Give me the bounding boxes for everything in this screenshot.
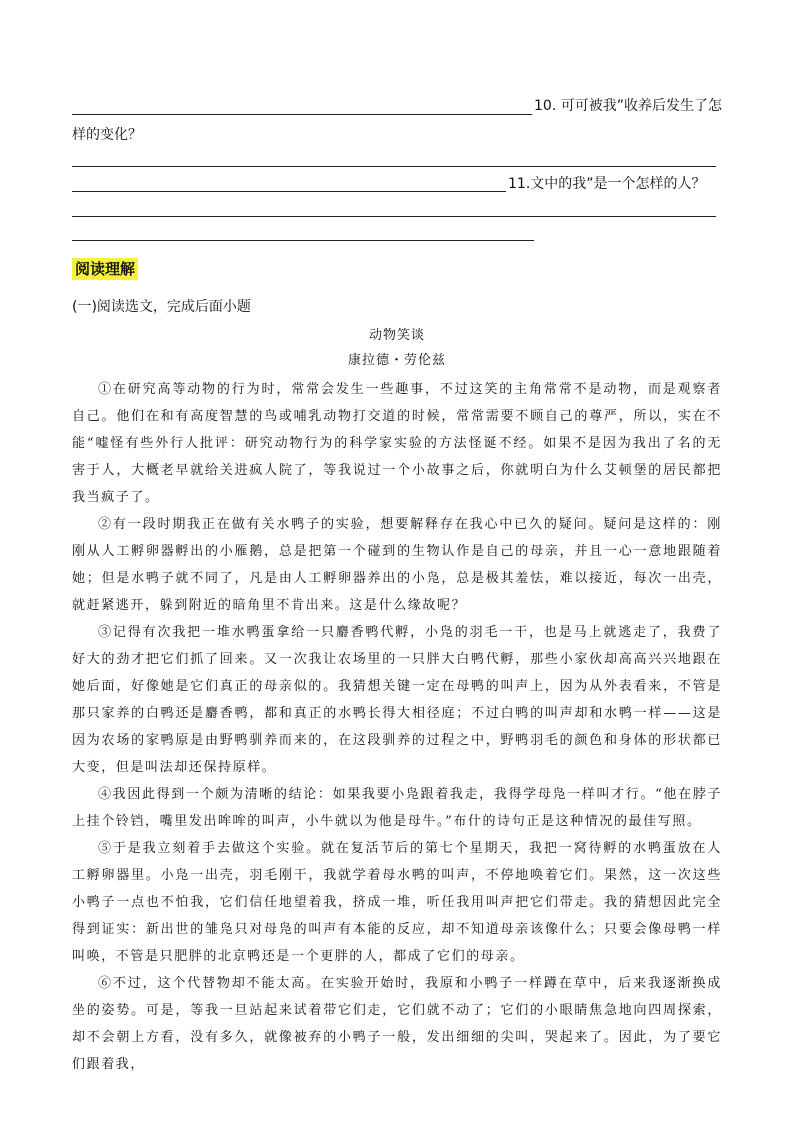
- article-paragraph: ③记得有次我把一堆水鸭蛋拿给一只麝香鸭代孵，小凫的羽毛一干，也是马上就逃走了，我费了好大的劲才把它们抓了回来。又一次我让农场里的一只胖大白鸭代孵，那些小家伙却高高兴兴地跟在她后面，好像她是它们真正的母亲似的。我猜想关键一定在母鸭的叫声上，因为从外表看来，不管是那只家养的白鸭还是麝香鸭，都和真正的水鸭长得大相径庭；不过白鸭的叫声却和水鸭一样——这是因为农场的家鸭原是由野鸭驯养而来的，在这段驯养的过程之中，野鸭羽毛的颜色和身体的形状都已大变，但是叫法却还保持原样。: [72, 625, 722, 775]
- article-paragraph: ④我因此得到一个颇为清晰的结论：如果我要小凫跟着我走，我得学母凫一样叫才行。“他在脖子上挂个铃铛，嘴里发出哞哞的叫声，小牛就以为他是母牛。”布什的诗句正是这种情况的最佳写照。: [72, 787, 722, 829]
- article-paragraph: ②有一段时期我正在做有关水鸭子的实验，想要解释存在我心中已久的疑问。疑问是这样的：刚刚从人工孵卵器孵出的小雁鹅，总是把第一个碰到的生物认作是自己的母亲，并且一心一意地跟随着她；但是水鸭子就不同了，凡是由人工孵卵器养出的小凫，总是极其羞怯，难以接近，每次一出壳，就赶紧逃开，躲到附近的暗角里不肯出来。这是什么缘故呢？: [72, 517, 722, 613]
- question-10-text: 10. 可可被我”收养后发生了怎: [534, 98, 722, 114]
- reading-instruction: (一)阅读选文，完成后面小题: [72, 299, 251, 315]
- question-11-text: 11.文中的我”是一个怎样的人？: [508, 176, 706, 192]
- article-paragraph: ⑥不过，这个代替物却不能太高。在实验开始时，我原和小鸭子一样蹲在草中，后来我逐渐换成坐的姿势。可是，等我一旦站起来试着带它们走，它们就不动了；它们的小眼睛焦急地向四周探索，却不会朝上方看，没有多久，就像被弃的小鸭子一般，发出细细的尖叫，哭起来了。因此，为了要它们跟着我，: [72, 976, 722, 1072]
- question-10-text-continued: 样的变化？: [72, 127, 142, 143]
- article-paragraph: ⑤于是我立刻着手去做这个实验。就在复活节后的第七个星期天，我把一窝待孵的水鸭蛋放在人工孵卵器里。小凫一出壳，羽毛刚干，我就学着母水鸭的叫声，不停地唤着它们。果然，这一次这些小鸭子一点也不怕我，它们信任地望着我，挤成一堆，听任我用叫声把它们带走。我的猜想因此完全得到证实：新出世的雏凫只对母凫的叫声有本能的反应，却不知道母亲该像什么；只要会像母鸭一样叫唤，不管是只肥胖的北京鸭还是一个更胖的人，都成了它们的母亲。: [72, 841, 722, 964]
- answer-line[interactable]: [72, 240, 534, 241]
- answer-line[interactable]: [72, 216, 716, 217]
- answer-line[interactable]: [72, 191, 506, 192]
- article-body: [72, 376, 722, 1078]
- section-heading: 阅读理解: [72, 258, 138, 280]
- article-title: 动物笑谈: [368, 328, 425, 343]
- answer-line[interactable]: [72, 166, 716, 167]
- article-paragraph: ①在研究高等动物的行为时，常常会发生一些趣事，不过这笑的主角常常不是动物，而是观察者自己。他们在和有高度智慧的鸟或哺乳动物打交道的时候，常常需要不顾自己的尊严，所以，实在不能“嘘怪有些外行人批评：研究动物行为的科学家实验的方法怪诞不经。如果不是因为我出了名的无害于人，大概老早就给关进疯人院了，等我说过一个小故事之后，你就明白为什么艾顿堡的居民都把我当疯子了。: [72, 382, 722, 505]
- answer-line[interactable]: [72, 114, 532, 115]
- article-author: 康拉德・劳伦兹: [347, 353, 446, 368]
